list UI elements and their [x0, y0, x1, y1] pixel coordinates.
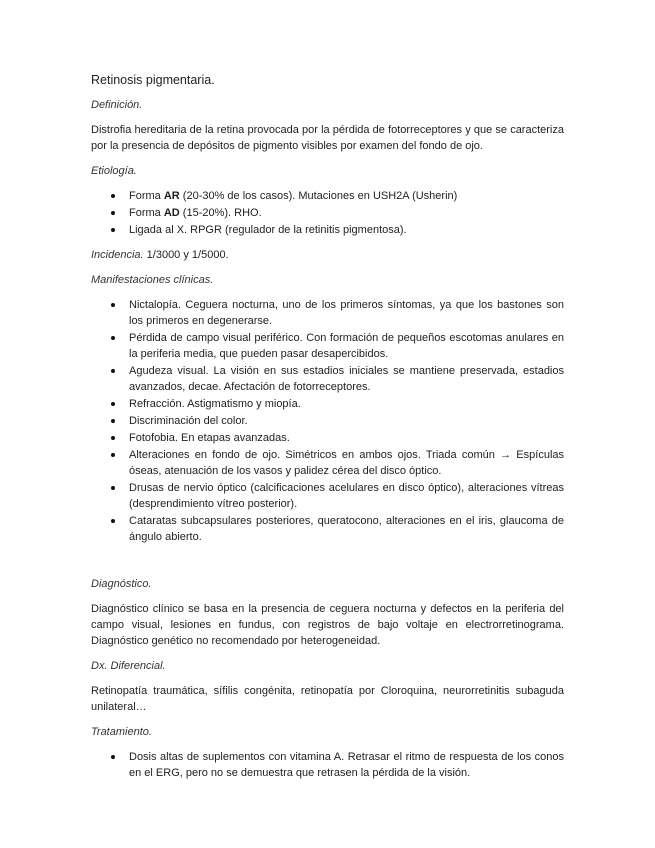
- incidencia-line: [91, 247, 564, 263]
- list-item: Dosis altas de suplementos con vitamina A. Retrasar el ritmo de respuesta de los conos en el ERG, pero no se demuestra que retrasen la pérdida de la visión.: [91, 749, 564, 781]
- definicion-text: Distrofia hereditaria de la retina provocada por la pérdida de fotorreceptores y que se caracteriza por la presencia de depósitos de pigmento visibles por examen del fondo de ojo.: [91, 124, 564, 152]
- list-item: Forma AR (20-30% de los casos). Mutaciones en USH2A (Usherin): [91, 188, 564, 204]
- bullet-icon: [111, 303, 115, 307]
- list-item: Discriminación del color.: [91, 413, 564, 429]
- list-item: Alteraciones en fondo de ojo. Simétricos en ambos ojos. Triada común → Espículas óseas, atenuación de los vasos y palidez cérea del disco óptico.: [91, 447, 564, 479]
- bullet-icon: [111, 419, 115, 423]
- incidencia-text: 1/3000 y 1/5000.: [146, 249, 229, 261]
- list-item: Agudeza visual. La visión en sus estadios iniciales se mantiene preservada, estadios avanzados, decae. Afectación de fotorreceptores.: [91, 363, 564, 395]
- bullet-icon: [111, 519, 115, 523]
- spacer: [91, 554, 564, 576]
- bullet-icon: [111, 211, 115, 215]
- incidencia-heading: Incidencia.: [91, 249, 144, 261]
- bullet-icon: [111, 228, 115, 232]
- list-item: Pérdida de campo visual periférico. Con formación de pequeños escotomas anulares en la periferia media, que pueden pasar desapercibidos.: [91, 330, 564, 362]
- list-item: Cataratas subcapsulares posteriores, queratocono, alteraciones en el iris, glaucoma de ángulo abierto.: [91, 513, 564, 545]
- diagnostico-heading: Diagnóstico.: [91, 578, 152, 590]
- etiologia-list: [91, 188, 564, 238]
- bullet-icon: [111, 336, 115, 340]
- diferencial-text: Retinopatía traumática, sífilis congénita, retinopatía por Cloroquina, neurorretinitis subaguda unilateral…: [91, 685, 564, 713]
- manifestaciones-list: [91, 297, 564, 545]
- bullet-icon: [111, 436, 115, 440]
- definicion-heading: Definición.: [91, 99, 143, 111]
- diagnostico-text: Diagnóstico clínico se basa en la presencia de ceguera nocturna y defectos en la periferia del campo visual, lesiones en fundus, con registros de bajo voltaje en electrorretinograma. Diagnóstico genético no recomendado por heterogeneidad.: [91, 603, 564, 647]
- list-item: Drusas de nervio óptico (calcificaciones acelulares en disco óptico), alteraciones vítreas (desprendimiento vítreo posterior).: [91, 480, 564, 512]
- bullet-icon: [111, 453, 115, 457]
- tratamiento-list: [91, 749, 564, 781]
- bullet-icon: [111, 486, 115, 490]
- bullet-icon: [111, 402, 115, 406]
- list-item: Forma AD (15-20%). RHO.: [91, 205, 564, 221]
- document-title: Retinosis pigmentaria.: [91, 73, 215, 87]
- etiologia-heading: Etiología.: [91, 165, 137, 177]
- tratamiento-heading: Tratamiento.: [91, 726, 152, 738]
- list-item: Refracción. Astigmatismo y miopía.: [91, 396, 564, 412]
- bullet-icon: [111, 755, 115, 759]
- bullet-icon: [111, 369, 115, 373]
- diferencial-heading: Dx. Diferencial.: [91, 660, 166, 672]
- list-item: Fotofobia. En etapas avanzadas.: [91, 430, 564, 446]
- list-item: Ligada al X. RPGR (regulador de la retinitis pigmentosa).: [91, 222, 564, 238]
- list-item: Nictalopía. Ceguera nocturna, uno de los primeros síntomas, ya que los bastones son los primeros en degenerarse.: [91, 297, 564, 329]
- bullet-icon: [111, 194, 115, 198]
- manifestaciones-heading: Manifestaciones clínicas.: [91, 274, 214, 286]
- document-content: [91, 72, 564, 790]
